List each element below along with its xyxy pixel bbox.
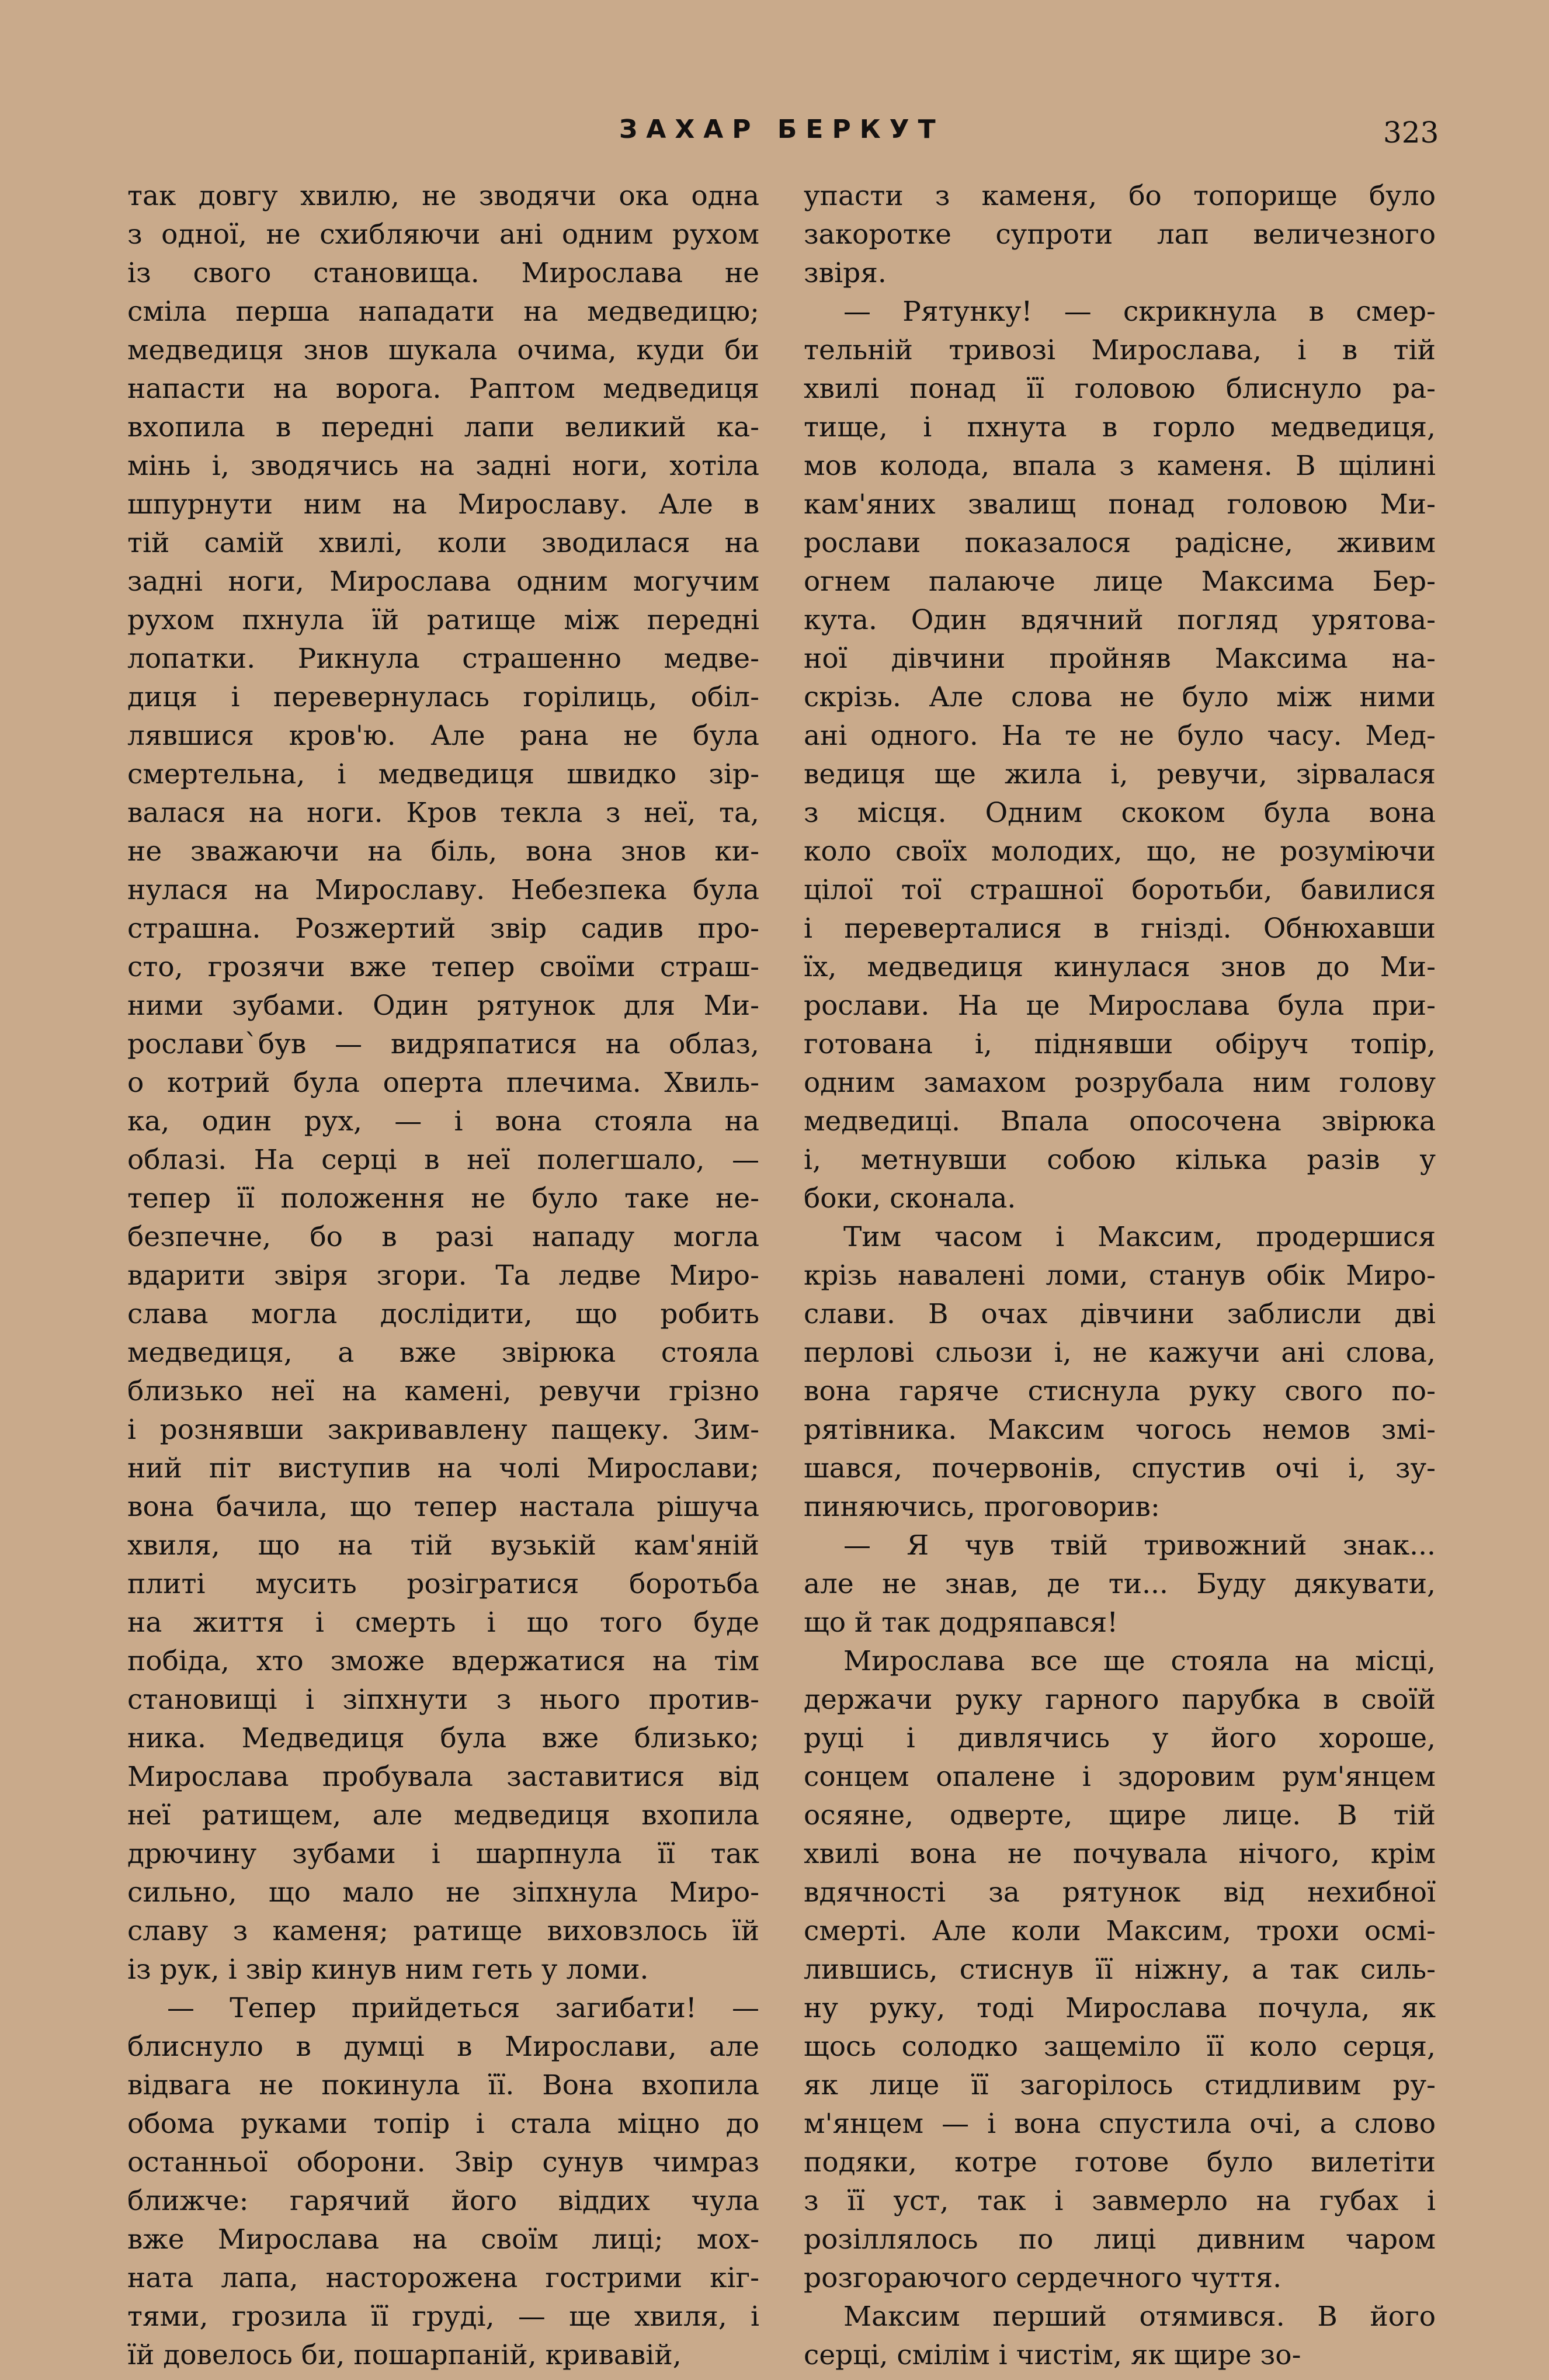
text-line: ані одного. На те не було часу. Мед- [804, 722, 1436, 752]
paragraph [127, 1994, 759, 2380]
paragraph [804, 1223, 1436, 1532]
text-line: ближче: гарячий його віддих чула [127, 2187, 759, 2217]
text-line: як лице її загорілось стидливим ру- [804, 2072, 1436, 2101]
text-line: тепер її положення не було таке не- [127, 1185, 759, 1215]
text-line: кута. Один вдячний погляд урятова- [804, 606, 1436, 636]
text-line: на життя і смерть і що того буде [127, 1609, 759, 1639]
text-line: шпурнути ним на Мирославу. Але в [127, 491, 759, 521]
text-line: Тим часом і Максим, продершися [843, 1223, 1436, 1253]
text-line: не зважаючи на біль, вона знов ки- [127, 838, 759, 868]
text-line: ведиця ще жила і, ревучи, зірвалася [804, 761, 1436, 790]
text-line: рухом пхнула їй ратище між передні [127, 606, 759, 636]
text-line: цілої тої страшної боротьби, бавилися [804, 876, 1436, 906]
text-line: сонцем опалене і здоровим рум'янцем [804, 1763, 1436, 1793]
text-line: смерті. Але коли Максим, трохи осмі- [804, 1917, 1436, 1947]
text-line: смертельна, і медведиця швидко зір- [127, 761, 759, 790]
paragraph [804, 182, 1436, 298]
text-line: так довгу хвилю, не зводячи ока одна [127, 182, 759, 212]
text-line: з одної, не схибляючи ані одним рухом [127, 221, 759, 251]
paragraph [804, 1532, 1436, 1647]
text-line: хвиля, що на тій вузькій кам'яній [127, 1532, 759, 1562]
text-line: але не знав, де ти... Буду дякувати, [804, 1570, 1436, 1600]
text-line: вдарити звіря згори. Та ледве Миро- [127, 1262, 759, 1292]
text-line: вдячності за рятунок від нехибної [804, 1879, 1436, 1909]
text-line: ний піт виступив на чолі Мирослави; [127, 1455, 759, 1484]
text-line: страшна. Розжертий звір садив про- [127, 915, 759, 945]
text-line: серці, смілім і чистім, як щире зо- [804, 2341, 1301, 2371]
text-line: безпечне, бо в разі нападу могла [127, 1223, 759, 1253]
text-line: диця і перевернулась горілиць, обіл- [127, 684, 759, 713]
text-line: побіда, хто зможе вдержатися на тім [127, 1647, 759, 1677]
text-line: пиняючись, проговорив: [804, 1493, 1160, 1523]
text-line: рослави показалося радісне, живим [804, 529, 1436, 559]
text-line: ну руку, тоді Мирослава почула, як [804, 1994, 1436, 2024]
text-line: неї ратищем, але медведиця вхопила [127, 1802, 759, 1831]
text-line: рослави. На це Мирослава була при- [804, 992, 1436, 1022]
text-line: валася на ноги. Кров текла з неї, та, [127, 799, 759, 829]
text-line: їй довелось би, пошарпаній, кривавій, [127, 2341, 682, 2371]
paragraph [804, 1647, 1436, 2303]
paragraph [804, 298, 1436, 1223]
text-line: вже Мирослава на своїм лиці; мох- [127, 2226, 759, 2256]
text-line: звіря. [804, 259, 887, 289]
text-line: готована і, піднявши обіруч топір, [804, 1031, 1436, 1060]
text-line: слава могла дослідити, що робить [127, 1300, 759, 1330]
text-line: відвага не покинула її. Вона вхопила [127, 2072, 759, 2101]
text-line: ника. Медведиця була вже близько; [127, 1725, 759, 1754]
text-line: скрізь. Але слова не було між ними [804, 684, 1436, 713]
text-line: боки, сконала. [804, 1185, 1016, 1215]
text-line: мінь і, зводячись на задні ноги, хотіла [127, 452, 759, 482]
text-line: розгораючого сердечного чуття. [804, 2264, 1282, 2294]
text-line: лившись, стиснув її ніжну, а так силь- [804, 1956, 1436, 1986]
text-line: ними зубами. Один рятунок для Ми- [127, 992, 759, 1022]
text-line: шався, почервонів, спустив очі і, зу- [804, 1455, 1436, 1484]
text-line: становищі і зіпхнути з нього против- [127, 1686, 759, 1716]
text-line: тище, і пхнута в горло медведиця, [804, 414, 1436, 443]
text-line: задні ноги, Мирослава одним могучим [127, 568, 759, 598]
text-line: блиснуло в думці в Мирослави, але [127, 2033, 759, 2063]
text-line: вона гаряче стиснула руку свого по- [804, 1378, 1436, 1407]
text-line: медведиця, а вже звірюка стояла [127, 1339, 759, 1369]
text-line: тями, грозила її груді, — ще хвиля, і [127, 2303, 759, 2333]
text-line: лопатки. Рикнула страшенно медве- [127, 645, 759, 675]
text-line: коло своїх молодих, що, не розуміючи [804, 838, 1436, 868]
text-line: сильно, що мало не зіпхнула Миро- [127, 1879, 759, 1909]
text-line: упасти з каменя, бо топорище було [804, 182, 1436, 212]
text-line: що й так додряпався! [804, 1609, 1119, 1639]
left-text-column [127, 182, 759, 2380]
text-line: сто, грозячи вже тепер своїми страш- [127, 953, 759, 983]
text-line: — Рятунку! — скрикнула в смер- [843, 298, 1436, 328]
text-line: закоротке супроти лап величезного [804, 221, 1436, 251]
running-title: ЗАХАР БЕРКУТ [619, 115, 944, 144]
text-line: тельній тривозі Мирослава, і в тій [804, 336, 1436, 366]
text-line: о котрий була оперта плечима. Хвиль- [127, 1069, 759, 1099]
text-line: м'янцем — і вона спустила очі, а слово [804, 2110, 1436, 2140]
text-line: дрючину зубами і шарпнула її так [127, 1840, 759, 1870]
text-line: рятівника. Максим чогось немов змі- [804, 1416, 1436, 1446]
text-line: ка, один рух, — і вона стояла на [127, 1108, 759, 1137]
text-line: тій самій хвилі, коли зводилася на [127, 529, 759, 559]
text-line: рослави`був — видряпатися на облаз, [127, 1031, 759, 1060]
text-line: вона бачила, що тепер настала рішуча [127, 1493, 759, 1523]
text-line: із рук, і звір кинув ним геть у ломи. [127, 1956, 649, 1986]
text-line: з її уст, так і завмерло на губах і [804, 2187, 1436, 2217]
text-line: одним замахом розрубала ним голову [804, 1069, 1436, 1099]
text-line: — Тепер прийдеться загибати! — [167, 1994, 759, 2024]
text-line: і переверталися в гнізді. Обнюхавши [804, 915, 1436, 945]
text-line: держачи руку гарного парубка в своїй [804, 1686, 1436, 1716]
text-line: — Я чув твій тривожний знак... [843, 1532, 1436, 1562]
text-line: щось солодко защеміло її коло серця, [804, 2033, 1436, 2063]
text-line: лявшися кров'ю. Але рана не була [127, 722, 759, 752]
paragraph [127, 182, 759, 1994]
page-number: 323 [1383, 116, 1439, 150]
text-line: і рознявши закривавлену пащеку. Зим- [127, 1416, 759, 1446]
text-line: і, метнувши собою кілька разів у [804, 1146, 1436, 1176]
right-text-column [804, 182, 1436, 2380]
text-line: нулася на Мирославу. Небезпека була [127, 876, 759, 906]
text-line: руці і дивлячись у його хороше, [804, 1725, 1436, 1754]
text-line: близько неї на камені, ревучи грізно [127, 1378, 759, 1407]
text-line: слави. В очах дівчини заблисли дві [804, 1300, 1436, 1330]
text-line: обома руками топір і стала міцно до [127, 2110, 759, 2140]
text-line: Максим перший отямився. В його [843, 2303, 1436, 2333]
text-line: вхопила в передні лапи великий ка- [127, 414, 759, 443]
text-line: останньої оборони. Звір сунув чимраз [127, 2149, 759, 2178]
text-line: із свого становища. Мирослава не [127, 259, 759, 289]
text-line: медведиця знов шукала очима, куди би [127, 336, 759, 366]
text-line: їх, медведиця кинулася знов до Ми- [804, 953, 1436, 983]
text-line: кам'яних звалищ понад головою Ми- [804, 491, 1436, 521]
text-line: крізь навалені ломи, станув обік Миро- [804, 1262, 1436, 1292]
text-line: ної дівчини пройняв Максима на- [804, 645, 1436, 675]
text-line: перлові сльози і, не кажучи ані слова, [804, 1339, 1436, 1369]
text-line: Мирослава все ще стояла на місці, [843, 1647, 1436, 1677]
text-line: ната лапа, насторожена гострими кіг- [127, 2264, 759, 2294]
text-line: з місця. Одним скоком була вона [804, 799, 1436, 829]
text-line: напасти на ворога. Раптом медведиця [127, 375, 759, 405]
text-line: облазі. На серці в неї полегшало, — [127, 1146, 759, 1176]
text-line: плиті мусить розігратися боротьба [127, 1570, 759, 1600]
text-line: розіллялось по лиці дивним чаром [804, 2226, 1436, 2256]
paragraph [804, 2303, 1436, 2380]
text-line: осяяне, одверте, щире лице. В тій [804, 1802, 1436, 1831]
text-line: Мирослава пробувала заставитися від [127, 1763, 759, 1793]
text-line: славу з каменя; ратище виховзлось їй [127, 1917, 759, 1947]
text-line: огнем палаюче лице Максима Бер- [804, 568, 1436, 598]
text-line: хвилі вона не почувала нічого, крім [804, 1840, 1436, 1870]
text-line: хвилі понад її головою блиснуло ра- [804, 375, 1436, 405]
text-line: медведиці. Впала опосочена звірюка [804, 1108, 1436, 1137]
text-line: мов колода, впала з каменя. В щілині [804, 452, 1436, 482]
text-line: подяки, котре готове було вилетіти [804, 2149, 1436, 2178]
text-line: сміла перша нападати на медведицю; [127, 298, 759, 328]
